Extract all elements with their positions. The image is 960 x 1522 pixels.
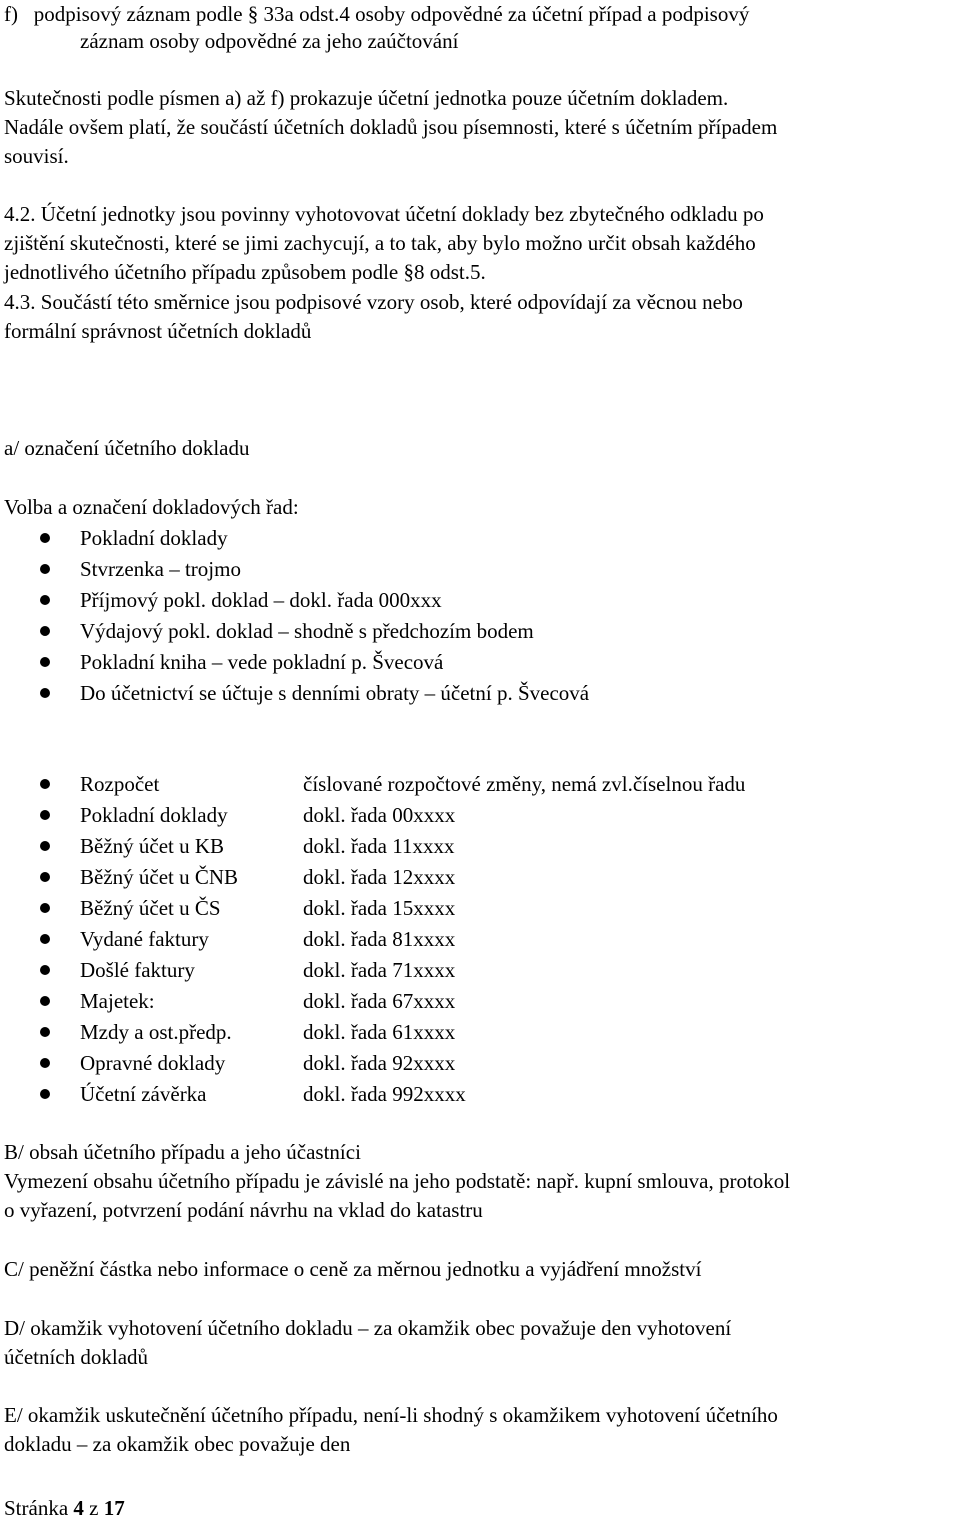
series-value: dokl. řada 00xxxx: [303, 803, 456, 827]
bullet-icon: [40, 965, 50, 975]
series-name: Vydané faktury: [80, 927, 209, 951]
bullet-icon: [40, 872, 50, 882]
bullet-icon: [40, 626, 50, 636]
series-name: Opravné doklady: [80, 1051, 226, 1075]
series-name: Běžný účet u KB: [80, 834, 225, 858]
bullet-icon: [40, 1027, 50, 1037]
page-total: 17: [103, 1496, 125, 1520]
page-number: [4, 1494, 125, 1522]
para42-line-2: zjištění skutečnosti, které se jimi zachycují, a to tak, aby bylo možno určit obsah každého: [4, 231, 756, 255]
series-name: Majetek:: [80, 989, 155, 1013]
bullet-icon: [40, 903, 50, 913]
bullet-icon: [40, 688, 50, 698]
series-value: dokl. řada 61xxxx: [303, 1020, 456, 1044]
bullet-icon: [40, 657, 50, 667]
series-name: Došlé faktury: [80, 958, 195, 982]
bullet-icon: [40, 564, 50, 574]
series-value: dokl. řada 15xxxx: [303, 896, 456, 920]
section-e-line-1: E/ okamžik uskutečnění účetního případu, není-li shodný s okamžikem vyhotovení účetního: [4, 1403, 778, 1427]
series-value: dokl. řada 71xxxx: [303, 958, 456, 982]
series-value: dokl. řada 11xxxx: [303, 834, 455, 858]
section-a-heading: a/ označení účetního dokladu: [4, 436, 250, 460]
bullet-icon: [40, 810, 50, 820]
bullet-icon: [40, 1058, 50, 1068]
section-c-heading: C/ peněžní částka nebo informace o ceně za měrnou jednotku a vyjádření množství: [4, 1257, 702, 1281]
section-d-line-2: účetních dokladů: [4, 1345, 149, 1369]
series-name: Běžný účet u ČNB: [80, 865, 239, 889]
bullet-icon: [40, 779, 50, 789]
section-b-heading: B/ obsah účetního případu a jeho účastníci: [4, 1140, 361, 1164]
bullet-icon: [40, 533, 50, 543]
para1-line-3: souvisí.: [4, 144, 69, 168]
series-name: Účetní závěrka: [80, 1082, 207, 1106]
series-value: číslované rozpočtové změny, nemá zvl.číselnou řadu: [303, 772, 746, 796]
item-f-line-1: f) podpisový záznam podle § 33a odst.4 osoby odpovědné za účetní případ a podpisový: [4, 2, 750, 26]
page-word: Stránka: [4, 1496, 69, 1520]
section-b-line-2: o vyřazení, potvrzení podání návrhu na vklad do katastru: [4, 1198, 483, 1222]
page-current: 4: [73, 1496, 84, 1520]
series-value: dokl. řada 12xxxx: [303, 865, 456, 889]
para1-line-2: Nadále ovšem platí, že součástí účetních dokladů jsou písemnosti, které s účetním případem: [4, 115, 778, 139]
series-name: Mzdy a ost.předp.: [80, 1020, 232, 1044]
para43-line-2: formální správnost účetních dokladů: [4, 319, 312, 343]
item-f-line-2: záznam osoby odpovědné za jeho zaúčtování: [80, 29, 459, 53]
para1-line-1: Skutečnosti podle písmen a) až f) prokazuje účetní jednotka pouze účetním dokladem.: [4, 86, 729, 110]
bullet-icon: [40, 996, 50, 1006]
bullet-icon: [40, 841, 50, 851]
section-d-line-1: D/ okamžik vyhotovení účetního dokladu – za okamžik obec považuje den vyhotovení: [4, 1316, 732, 1340]
bullet-icon: [40, 934, 50, 944]
section-e-line-2: dokladu – za okamžik obec považuje den: [4, 1432, 351, 1456]
series-value: dokl. řada 81xxxx: [303, 927, 456, 951]
para42-line-3: jednotlivého účetního případu způsobem podle §8 odst.5.: [4, 260, 486, 284]
page-of: z: [89, 1496, 99, 1520]
para43-line-1: 4.3. Součástí této směrnice jsou podpisové vzory osob, které odpovídají za věcnou nebo: [4, 290, 743, 314]
series-value: dokl. řada 992xxxx: [303, 1082, 466, 1106]
series-value: dokl. řada 92xxxx: [303, 1051, 456, 1075]
bullet-icon: [40, 595, 50, 605]
section-a-volba: Volba a označení dokladových řad:: [4, 495, 299, 519]
series-name: Běžný účet u ČS: [80, 896, 221, 920]
para42-line-1: 4.2. Účetní jednotky jsou povinny vyhotovovat účetní doklady bez zbytečného odkladu po: [4, 202, 764, 226]
series-name: Pokladní doklady: [80, 803, 228, 827]
series-name: Rozpočet: [80, 772, 160, 796]
section-b-line-1: Vymezení obsahu účetního případu je závislé na jeho podstatě: např. kupní smlouva, protokol: [4, 1169, 791, 1193]
series-value: dokl. řada 67xxxx: [303, 989, 456, 1013]
bullet-icon: [40, 1089, 50, 1099]
